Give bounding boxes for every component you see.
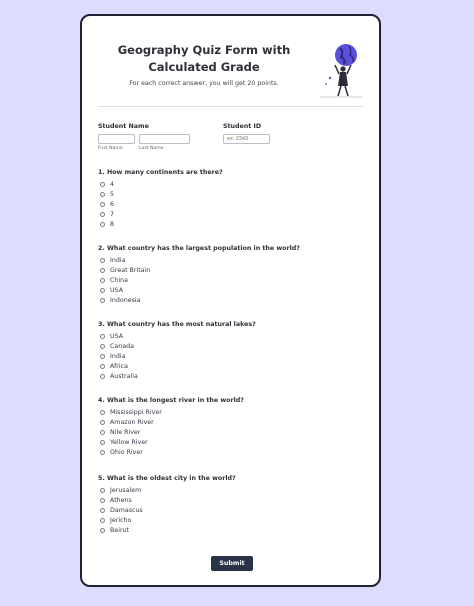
option-label: Australia (110, 372, 138, 380)
radio-button[interactable] (100, 278, 105, 283)
option-label: Canada (110, 342, 134, 350)
radio-button[interactable] (100, 364, 105, 369)
radio-button[interactable] (100, 440, 105, 445)
q5-option[interactable] (100, 506, 143, 514)
option-label: USA (110, 286, 124, 294)
option-label: Amazon River (110, 418, 154, 426)
q1-option[interactable] (100, 220, 114, 228)
option-label: Athens (110, 496, 132, 504)
radio-button[interactable] (100, 192, 105, 197)
q4-option[interactable] (100, 418, 154, 426)
q5-option[interactable] (100, 486, 141, 494)
option-label: India (110, 256, 126, 264)
q3-option[interactable] (100, 342, 134, 350)
option-label: Nile River (110, 428, 141, 436)
radio-button[interactable] (100, 450, 105, 455)
option-label: China (110, 276, 128, 284)
question-3-label: 3. What country has the most natural lakes? (98, 321, 256, 328)
radio-button[interactable] (100, 518, 105, 523)
radio-button[interactable] (100, 182, 105, 187)
radio-button[interactable] (100, 410, 105, 415)
radio-button[interactable] (100, 430, 105, 435)
question-5-label: 5. What is the oldest city in the world? (98, 475, 236, 482)
radio-button[interactable] (100, 222, 105, 227)
option-label: Great Britain (110, 266, 151, 274)
radio-button[interactable] (100, 528, 105, 533)
first-name-sublabel: First Name (98, 146, 123, 151)
option-label: Jerusalem (110, 486, 142, 494)
q4-option[interactable] (100, 428, 140, 436)
q1-option[interactable] (100, 180, 114, 188)
option-label: Africa (110, 362, 128, 370)
radio-button[interactable] (100, 202, 105, 207)
q2-option[interactable] (100, 256, 125, 264)
q2-option[interactable] (100, 296, 140, 304)
radio-button[interactable] (100, 374, 105, 379)
q3-option[interactable] (100, 352, 125, 360)
option-label: 4 (110, 180, 115, 188)
q2-option[interactable] (100, 266, 150, 274)
option-label: 5 (110, 190, 115, 198)
option-label: Yellow River (110, 438, 148, 446)
q4-option[interactable] (100, 408, 162, 416)
globe-illustration (308, 38, 366, 104)
q5-option[interactable] (100, 526, 129, 534)
q4-option[interactable] (100, 438, 148, 446)
q2-option[interactable] (100, 286, 123, 294)
radio-button[interactable] (100, 420, 105, 425)
q2-option[interactable] (100, 276, 128, 284)
radio-button[interactable] (100, 268, 105, 273)
radio-button[interactable] (100, 508, 105, 513)
radio-button[interactable] (100, 354, 105, 359)
form-title-line-1: Geography Quiz Form with (117, 43, 291, 57)
radio-button[interactable] (100, 212, 105, 217)
quiz-form-card (80, 14, 381, 587)
option-label: India (110, 352, 126, 360)
radio-button[interactable] (100, 334, 105, 339)
option-label: Jericho (110, 516, 132, 524)
student-id-input[interactable] (223, 134, 270, 144)
form-subtitle: For each correct answer, you will get 20 points. (129, 80, 279, 87)
option-label: Indonesia (110, 296, 141, 304)
submit-button[interactable]: Submit (211, 556, 253, 571)
header-divider (98, 106, 364, 107)
q3-option[interactable] (100, 372, 138, 380)
q4-option[interactable] (100, 448, 143, 456)
last-name-input[interactable] (139, 134, 190, 144)
option-label: Damascus (110, 506, 143, 514)
radio-button[interactable] (100, 258, 105, 263)
radio-button[interactable] (100, 498, 105, 503)
first-name-input[interactable] (98, 134, 135, 144)
radio-button[interactable] (100, 288, 105, 293)
last-name-sublabel: Last Name (139, 146, 164, 151)
option-label: Ohio River (110, 448, 143, 456)
option-label: 7 (110, 210, 115, 218)
option-label: USA (110, 332, 124, 340)
radio-button[interactable] (100, 298, 105, 303)
q3-option[interactable] (100, 362, 128, 370)
q5-option[interactable] (100, 516, 131, 524)
option-label: Mississippi River (110, 408, 162, 416)
question-2-label: 2. What country has the largest population in the world? (98, 245, 300, 252)
student-id-label: Student ID (223, 123, 262, 130)
option-label: 6 (110, 200, 115, 208)
question-4-label: 4. What is the longest river in the world? (98, 397, 244, 404)
q5-option[interactable] (100, 496, 132, 504)
q1-option[interactable] (100, 190, 114, 198)
option-label: Beirut (110, 526, 129, 534)
form-title (82, 42, 312, 76)
form-header (82, 42, 312, 87)
radio-button[interactable] (100, 488, 105, 493)
q1-option[interactable] (100, 210, 114, 218)
q1-option[interactable] (100, 200, 114, 208)
radio-button[interactable] (100, 344, 105, 349)
q3-option[interactable] (100, 332, 123, 340)
option-label: 8 (110, 220, 115, 228)
question-1-label: 1. How many continents are there? (98, 169, 223, 176)
form-title-line-2: Calculated Grade (148, 60, 260, 74)
student-name-label: Student Name (98, 123, 149, 130)
